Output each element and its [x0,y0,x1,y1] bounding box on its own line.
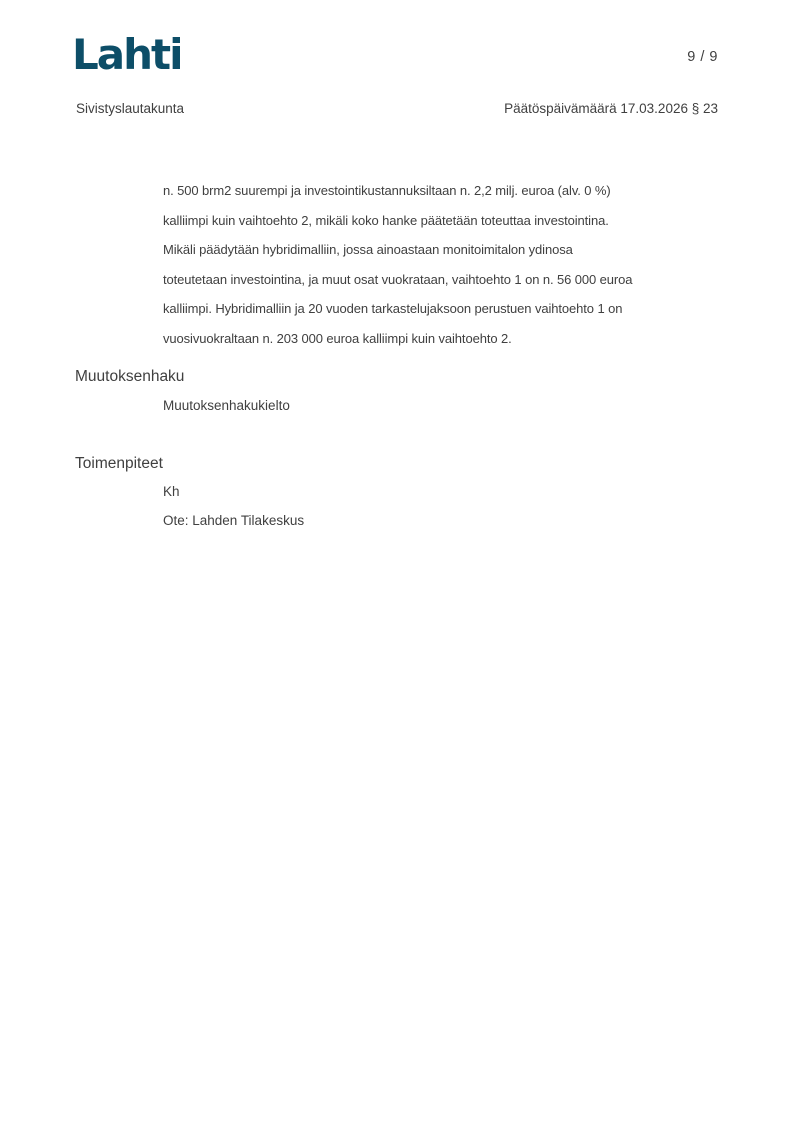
paragraph-line: kalliimpi. Hybridimalliin ja 20 vuoden tarkastelujaksoon perustuen vaihtoehto 1 on [163,301,623,317]
muutoksenhaku-content: Muutoksenhakukielto [163,398,290,413]
paragraph-line: toteutetaan investointina, ja muut osat vuokrataan, vaihtoehto 1 on n. 56 000 euroa [163,271,633,287]
paragraph-line: Mikäli päädytään hybridimalliin, jossa ainoastaan monitoimitalon ydinosa [163,242,573,258]
decision-date: Päätöspäivämäärä 17.03.2026 § 23 [504,101,718,116]
section-heading-muutoksenhaku: Muutoksenhaku [75,368,185,385]
paragraph-line: kalliimpi kuin vaihtoehto 2, mikäli koko hanke päätetään toteuttaa investointina. [163,212,609,228]
decision-paragraph [163,176,632,354]
committee-name: Sivistyslautakunta [76,101,185,116]
section-heading-toimenpiteet: Toimenpiteet [75,455,163,472]
page-number: 9 / 9 [687,49,718,65]
lahti-logo: Lahti [72,30,182,79]
toimenpiteet-item-ote: Ote: Lahden Tilakeskus [163,513,305,528]
paragraph-line: n. 500 brm2 suurempi ja investointikustannuksiltaan n. 2,2 milj. euroa (alv. 0 %) [163,183,611,198]
paragraph-line: vuosivuokraltaan n. 203 000 euroa kalliimpi kuin vaihtoehto 2. [163,330,512,346]
toimenpiteet-item-kh: Kh [163,484,180,499]
